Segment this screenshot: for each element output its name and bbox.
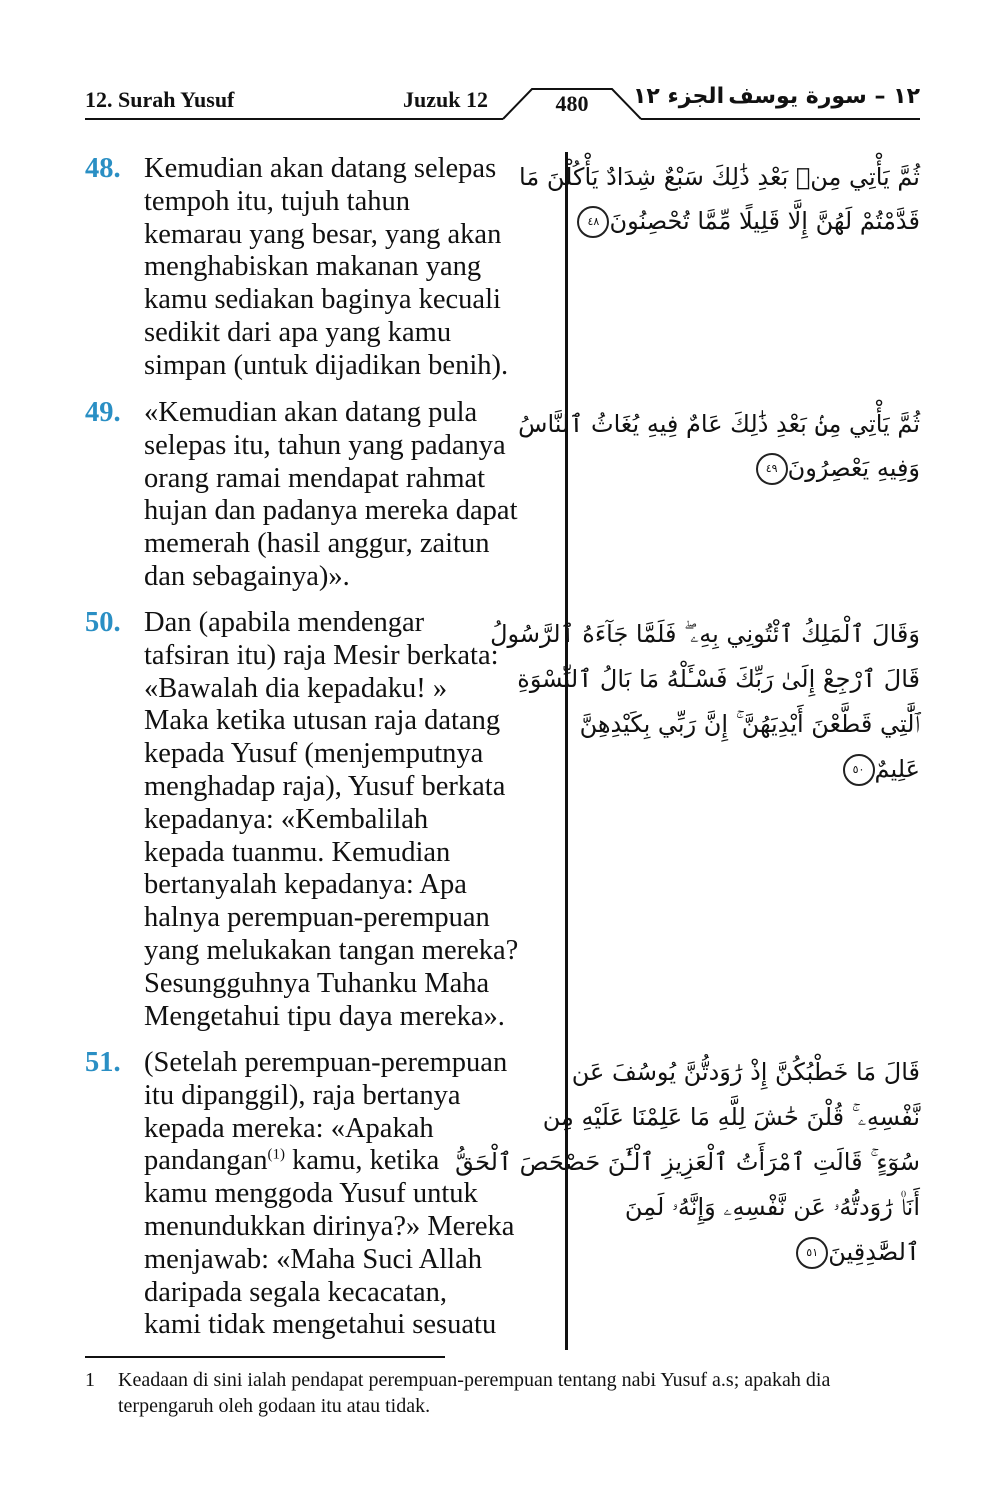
verse-line: kemarau yang besar, yang akan — [144, 218, 502, 250]
verse-line: dan sebagainya)». — [144, 560, 350, 592]
verse-line: Dan (apabila mendengar — [144, 607, 425, 638]
juz-label-arabic: الجزء ١٢ — [633, 84, 725, 109]
verse-line: «Bawalah dia kepadaku! » — [144, 672, 448, 704]
footnote-line: terpengaruh oleh godaan itu atau tidak. — [118, 1395, 431, 1417]
verse-51-translation — [85, 1047, 555, 1342]
verse-48-translation — [85, 153, 555, 383]
arabic-line: قَدَّمْتُمْ لَهُنَّ إِلَّا قَلِيلًا مِّمَّا تُحْصِنُونَ٤٨ — [598, 199, 920, 243]
verse-50-arabic — [490, 612, 920, 792]
ayah-end-marker: ٤٩ — [756, 453, 788, 485]
verse-line: (Setelah perempuan-perempuan — [144, 1047, 508, 1078]
verse-line: kamu sediakan baginya kecuali — [144, 284, 501, 316]
verse-line: kepadanya: «Kembalilah — [144, 803, 429, 835]
verse-line: hujan dan padanya mereka dapat — [144, 495, 518, 527]
verse-line: kepada Yusuf (menjemputnya — [144, 738, 484, 770]
verse-line: «Kemudian akan datang pula — [144, 397, 478, 428]
verse-line: bertanyalah kepadanya: Apa — [144, 869, 467, 901]
footnote — [85, 1367, 920, 1419]
verse-number: 51. — [85, 1047, 121, 1078]
verse-number: 49. — [85, 397, 121, 428]
verse-line: itu dipanggil), raja bertanya — [144, 1079, 461, 1111]
verse-line: Maka ketika utusan raja datang — [144, 705, 501, 737]
verse-line: kamu menggoda Yusuf untuk — [144, 1178, 478, 1210]
juz-label: Juzuk 12 — [403, 87, 488, 112]
arabic-line: وَفِيهِ يَعْصِرُونَ٤٩ — [598, 446, 920, 490]
page-number: 480 — [555, 91, 589, 116]
verse-line: halnya perempuan-perempuan — [144, 902, 490, 934]
footnote-number: 1 — [85, 1369, 95, 1391]
footnote-reference[interactable]: (1) — [267, 1146, 285, 1163]
verse-line-with-footnote: pandangan$^{(1)}$ kamu, ketika — [144, 1145, 440, 1177]
verse-line: kami tidak mengetahui sesuatu — [144, 1309, 497, 1341]
verse-number: 50. — [85, 607, 121, 638]
ayah-end-marker: ٥٠ — [843, 754, 875, 786]
verse-line: menghabiskan makanan yang — [144, 251, 482, 283]
ayah-end-marker: ٥١ — [796, 1237, 828, 1269]
verse-line: menundukkan dirinya?» Mereka — [144, 1210, 515, 1242]
verse-49-arabic — [518, 402, 920, 490]
verse-line: sedikit dari apa yang kamu — [144, 316, 452, 348]
arabic-line: عَلِيمٌ٥٠ — [598, 747, 920, 792]
verse-line: simpan (untuk dijadikan benih). — [144, 349, 509, 381]
arabic-line: سُوٓءٍ ۚ قَالَتِ ٱمْرَأَتُ ٱلْعَزِيزِ ٱلْـَٰٔنَ حَصْحَصَ ٱلْحَقُّ — [455, 1148, 920, 1176]
verse-line: tempoh itu, tujuh tahun — [144, 185, 410, 217]
arabic-line: أَنَا۠ رَٰوَدتُّهُۥ عَن نَّفْسِهِۦ وَإِنَّهُۥ لَمِنَ — [624, 1193, 920, 1221]
arabic-line: قَالَ مَا خَطْبُكُنَّ إِذْ رَٰوَدتُّنَّ يُوسُفَ عَن — [571, 1058, 920, 1086]
verse-line: Mengetahui tipu daya mereka». — [144, 1000, 505, 1032]
arabic-line: ثُمَّ يَأْتِي مِنۢ بَعْدِ ذَٰلِكَ عَامٌ فِيهِ يُغَاثُ ٱلنَّاسُ — [518, 410, 920, 438]
verse-line: menjawab: «Maha Suci Allah — [144, 1243, 482, 1275]
arabic-line: وَقَالَ ٱلْمَلِكُ ٱئْتُونِي بِهِۦ ۖ فَلَمَّا جَآءَهُ ٱلرَّسُولُ — [490, 620, 920, 648]
surah-title-arabic: ١٢ – سورة يوسف — [728, 84, 920, 109]
arabic-line: قَالَ ٱرْجِعْ إِلَىٰ رَبِّكَ فَسْـَٔلْهُ مَا بَالُ ٱلنِّسْوَةِ — [517, 665, 920, 693]
verse-line: Sesungguhnya Tuhanku Maha — [144, 967, 490, 999]
surah-title: 12. Surah Yusuf — [85, 87, 235, 112]
verse-line: memerah (hasil anggur, zaitun — [144, 528, 490, 560]
verse-line: selepas itu, tahun yang padanya — [144, 429, 506, 461]
verse-line: orang ramai mendapat rahmat — [144, 462, 486, 494]
verse-number: 48. — [85, 153, 121, 184]
arabic-line: ثُمَّ يَأْتِي مِنۢ بَعْدِ ذَٰلِكَ سَبْعٌ شِدَادٌ يَأْكُلْنَ مَا — [519, 163, 920, 191]
page-header — [85, 82, 920, 122]
verse-line: kepada mereka: «Apakah — [144, 1112, 434, 1144]
footnote-line: Keadaan di sini ialah pendapat perempuan-perempuan tentang nabi Yusuf a.s; apakah dia — [118, 1369, 831, 1391]
ayah-end-marker: ٤٨ — [577, 206, 609, 238]
verse-line: yang melukakan tangan mereka? — [144, 934, 519, 966]
verse-49-translation — [85, 397, 555, 594]
verse-line: daripada segala kecacatan, — [144, 1276, 448, 1308]
arabic-line: نَّفْسِهِۦ ۚ قُلْنَ حَٰشَ لِلَّهِ مَا عَلِمْنَا عَلَيْهِ مِن — [542, 1103, 920, 1131]
footnote-rule — [85, 1356, 445, 1358]
verse-line: Kemudian akan datang selepas — [144, 153, 497, 184]
verse-48-arabic — [519, 155, 920, 243]
verse-line: tafsiran itu) raja Mesir berkata: — [144, 639, 499, 671]
arabic-line: ٱلَّٰتِي قَطَّعْنَ أَيْدِيَهُنَّ ۚ إِنَّ رَبِّي بِكَيْدِهِنَّ — [579, 710, 920, 738]
verse-50-translation — [85, 607, 555, 1033]
arabic-line: ٱلصَّٰدِقِينَ٥١ — [598, 1230, 920, 1275]
verse-51-arabic — [455, 1050, 920, 1275]
verse-line: menghadap raja), Yusuf berkata — [144, 770, 506, 802]
verse-line: kepada tuanmu. Kemudian — [144, 836, 451, 868]
